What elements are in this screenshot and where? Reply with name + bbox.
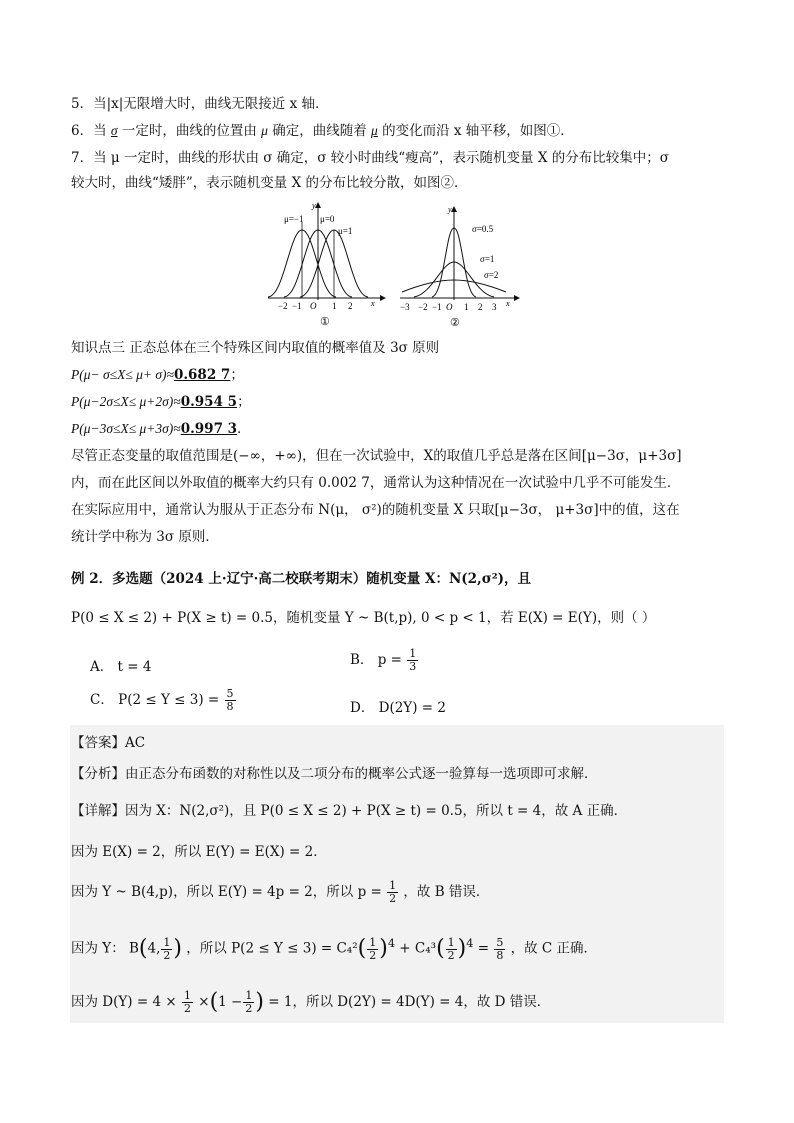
detail-3-a: 因为 Y ~ B(4,p)，所以 E(Y) = 4p = 2，所以 p = [71,884,382,900]
fig2-label-sigma-1: σ=1 [480,254,495,264]
prob-1sigma-value: 0.682 7 [173,367,231,383]
detail-4-a: 因为 Y： B [71,940,139,957]
point-7a: 7．当 μ 一定时，曲线的形状由 σ 确定，σ 较小时曲线“瘦高”，表示随机变量 X 的分布比较集中；σ [71,150,669,166]
half-num: 1 [245,989,253,1002]
fig1-axis-y: y [312,201,316,210]
option-b-fraction [407,648,418,673]
prob-3sigma [71,419,251,439]
detail-3 [71,880,489,905]
point-6-mid2: 确定，曲线随着 [272,123,367,139]
fig2-tick: 1 [464,302,469,312]
fig2-label-sigma-2: σ=2 [484,270,499,280]
knowledge-para1a: 尽管正态变量的取值范围是(−∞，+∞)，但在一次试验中，X的取值几乎总是落在区间[μ−3σ，μ+3σ] [71,448,682,464]
paren-close: ) [173,936,182,961]
detail-5-half2 [243,990,254,1015]
detail-2: 因为 E(X) = 2，所以 E(Y) = E(X) = 2． [71,844,327,860]
point-5: 5．当|x|无限增大时，曲线无限接近 x 轴． [71,96,329,112]
option-b-num: 1 [409,647,417,660]
detail-1: 【详解】因为 X：N(2,σ²)，且 P(0 ≤ X ≤ 2) + P(X ≥ t) = 0.5，所以 t = 4，故 A 正确． [71,803,628,819]
point-6-mu2: μ [371,123,378,138]
example-condition: P(0 ≤ X ≤ 2) + P(X ≥ t) = 0.5，随机变量 Y ~ B(t,p), 0 < p < 1，若 E(X) = E(Y)，则（ ） [71,610,656,626]
knowledge-title: 知识点三 正态总体在三个特殊区间内取值的概率值及 3σ 原则 [71,340,440,356]
half-den: 2 [163,948,171,962]
option-b-den: 3 [409,660,417,673]
fig1-x-arrow [380,295,386,301]
detail-4-c: + C₄³ [399,940,437,957]
half-num: 1 [447,935,455,949]
option-c-fraction [225,688,236,713]
fig1-tick: −1 [292,301,302,311]
detail-4-half [367,937,378,962]
fig1-tick: 2 [348,301,353,311]
fig2-axis-x: x [506,299,510,308]
option-a: A． t = 4 [90,659,152,675]
fig1-tick: −2 [278,301,288,311]
prob-1sigma [71,365,244,385]
prob-2sigma-expr: P(μ−2σ≤X≤ μ+2σ)≈ [71,394,181,409]
detail-5-c: = 1，所以 D(2Y) = 4D(Y) = 4，故 D 错误． [268,994,551,1010]
point-6-sigma: σ [110,123,118,138]
half-den: 2 [183,1002,191,1015]
fig1-label-mu-neg1: μ=−1 [284,214,304,224]
prob-1sigma-expr: P(μ− σ≤X≤ μ+ σ)≈ [71,367,174,382]
point-6-mu: μ [261,123,268,138]
fig1-tick: 1 [332,301,337,311]
prob-3sigma-tail: ． [237,421,251,437]
paren-close: ) [379,936,388,961]
prob-2sigma-tail: ； [237,394,251,410]
result-den: 8 [496,948,504,962]
fig1-label-mu-0: μ=0 [320,214,335,224]
detail-5-b: × [198,994,210,1010]
fig2-label-sigma-0.5: σ=0.5 [472,224,494,234]
fig2-tick: O [446,302,453,312]
result-num: 5 [496,935,504,949]
paren-close: ) [255,989,264,1015]
option-c-num: 5 [226,687,234,700]
example-head [71,569,531,589]
half-den: 2 [245,1002,253,1015]
fig2-tick: 3 [492,302,497,312]
answer: 【答案】AC [71,735,146,751]
knowledge-para1b: 内，而在此区间以外取值的概率大约只有 0.002 7，通常认为这种情况在一次试验中几乎不可能发生． [71,475,681,491]
fig1-axis-x: x [371,299,375,308]
fig2-axis-y: y [448,205,452,214]
knowledge-para2a: 在实际应用中，通常认为服从于正态分布 N(μ， σ²)的随机变量 X 只取[μ−3σ， μ+3σ]中的值，这在 [71,502,680,518]
fig2-tick: −2 [418,302,428,312]
fig2-tick: −1 [432,302,442,312]
half-num: 1 [183,989,191,1002]
fig1-label-mu-1: μ=1 [338,226,353,236]
knowledge-para2b: 统计学中称为 3σ 原则． [71,529,219,545]
analysis: 【分析】由正态分布函数的对称性以及二项分布的概率公式逐一验算每一选项即可求解． [71,766,598,782]
prob-2sigma [71,392,251,412]
fig1-tick: O [310,301,317,311]
prob-1sigma-tail: ； [230,367,244,383]
fig2-x-arrow [514,295,520,301]
fig2-y-arrow [451,206,457,212]
detail-3-b: ，故 B 错误． [403,884,490,900]
detail-4-d: = [477,940,490,957]
paren-open: ( [436,936,445,961]
half-num: 1 [369,935,377,949]
figure-2 [398,204,522,330]
fig2-tick: 2 [478,302,483,312]
detail-4: 因为 Y： B(4, $\frac{1}{2}$ ) ，所以 P(2 ≤ Y ≤ 3) = C₄²( $\frac{1}{2}$ )$^4$ + C₄³( $\frac{1}{2}$ )$^4$ = $\frac{5}{8}$ ，故 C 正确． [71,935,598,962]
detail-4-result [494,937,505,962]
half-den: 2 [369,948,377,962]
figure-1 [262,200,388,330]
point-6-suffix: 的变化而沿 x 轴平移，如图①． [382,123,574,139]
half-den: 2 [447,948,455,962]
half-num: 1 [163,935,171,949]
option-b-text: B． p = [350,652,402,668]
detail-4-b: ，所以 P(2 ≤ Y ≤ 3) = C₄² [186,940,358,957]
option-c [90,688,237,713]
option-c-text: C． P(2 ≤ Y ≤ 3) = [90,692,220,708]
detail-5-half [182,990,193,1015]
prob-2sigma-value: 0.954 5 [180,394,238,410]
example-head-text: 例 2．多选题（2024 上·辽宁·高二校联考期末）随机变量 X：N(2,σ²)，且 [71,571,532,587]
detail-4-e: ，故 C 正确． [510,940,598,957]
fig1-y-arrow [315,202,321,208]
detail-4-half [161,937,172,962]
prob-3sigma-value: 0.997 3 [180,421,238,437]
paren-close: ) [457,936,467,961]
paren-open: ( [357,936,367,961]
paren-open: ( [209,989,219,1015]
option-d: D． D(2Y) = 2 [350,700,446,716]
fig1-caption: ① [320,316,330,328]
detail-5-a: 因为 D(Y) = 4 × [71,994,177,1010]
fig2-tick: −3 [400,302,410,312]
fig2-caption: ② [450,317,460,329]
prob-3sigma-expr: P(μ−3σ≤X≤ μ+3σ)≈ [71,421,181,436]
detail-3-num: 1 [389,879,397,892]
detail-3-den: 2 [389,892,397,905]
point-7b: 较大时，曲线“矮胖”，表示随机变量 X 的分布比较分散，如图②． [71,175,468,191]
detail-5: 因为 D(Y) = 4 × $\frac{1}{2}$ ×(1 − $\frac{1}{2}$ ) = 1，所以 D(2Y) = 4D(Y) = 4，故 D 错误． [71,989,551,1015]
paren-open: ( [138,936,148,961]
point-6-prefix: 6．当 [71,123,107,139]
detail-4-half [446,937,457,962]
option-c-den: 8 [226,700,234,713]
point-6-mid: 一定时，曲线的位置由 [121,123,257,139]
option-b [350,648,419,673]
point-6 [71,121,574,141]
detail-3-fraction [387,880,398,905]
